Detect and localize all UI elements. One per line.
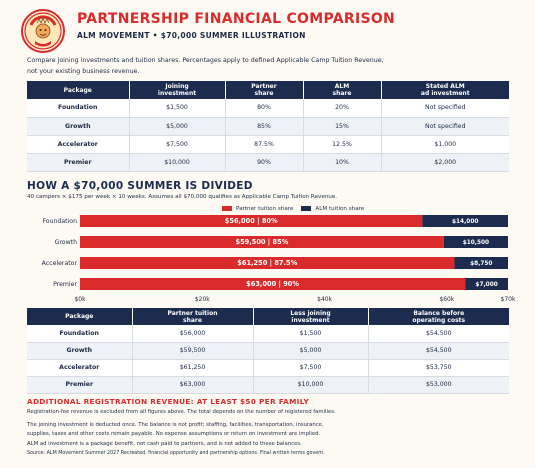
package-comparison-table [27, 81, 509, 172]
legend-item: Partner tuition share [222, 206, 293, 212]
table-cell: $10,000 [129, 153, 225, 171]
category-label: Accelerator [41, 260, 77, 267]
table-row [27, 376, 509, 393]
column-header: Joining investment [129, 81, 225, 99]
table-cell: 15% [303, 117, 381, 135]
table-cell: $53,000 [368, 376, 509, 393]
table-row [27, 153, 509, 171]
table-cell: $59,500 [132, 342, 253, 359]
package-name: Premier [27, 376, 132, 393]
revenue-split-chart [0, 212, 535, 307]
category-label: Foundation [42, 218, 77, 225]
x-tick-label: $0k [74, 296, 86, 303]
additional-revenue-title: ADDITIONAL REGISTRATION REVENUE: AT LEAST $50 PER FAMILY [27, 397, 310, 406]
page-subtitle: ALM MOVEMENT • $70,000 SUMMER ILLUSTRATION [77, 31, 306, 40]
package-name: Foundation [27, 99, 129, 117]
table-row [27, 117, 509, 135]
column-header: Less joining investment [253, 308, 368, 325]
table-cell: $63,000 [132, 376, 253, 393]
table-cell: $7,500 [129, 135, 225, 153]
legend-swatch-alm [301, 206, 311, 211]
section-title: HOW A $70,000 SUMMER IS DIVIDED [27, 180, 253, 192]
legend-swatch-partner [222, 206, 232, 211]
section-note: 40 campers × $175 per week × 10 weeks. Assumes all $70,000 qualifies as Applicable Camp Tuition Revenue. [27, 194, 338, 200]
table-cell: $5,000 [129, 117, 225, 135]
table-cell: $61,250 [132, 359, 253, 376]
x-tick-label: $40k [317, 296, 333, 303]
table-cell: $5,000 [253, 342, 368, 359]
bar-data-label: $7,000 [475, 282, 498, 289]
table-row [27, 325, 509, 342]
x-tick-label: $70k [500, 296, 516, 303]
bar-data-label: $10,500 [462, 240, 490, 247]
table-header-row [27, 308, 509, 325]
table-cell: $2,000 [381, 153, 509, 171]
table-cell: 12.5% [303, 135, 381, 153]
bar-data-label: $8,750 [470, 261, 493, 268]
category-label: Growth [54, 239, 77, 246]
table-cell: $1,500 [129, 99, 225, 117]
x-tick-label: $60k [439, 296, 455, 303]
source-note: Source: ALM Movement Summer 2027 Recreated, financial opportunity and partnership options. Final written terms govern. [27, 451, 325, 456]
intro-line: Compare joining investments and tuition shares. Percentages apply to defined Applicable Camp Tuition Revenue, [27, 57, 384, 64]
table-row [27, 99, 509, 117]
table-cell: 90% [225, 153, 303, 171]
bar-data-label: $56,000 | 80% [224, 217, 278, 226]
table-row [27, 135, 509, 153]
column-header: Package [27, 81, 129, 99]
column-header: Partner tuition share [132, 308, 253, 325]
table-cell: 80% [225, 99, 303, 117]
table-cell: 87.5% [225, 135, 303, 153]
table-cell: $7,500 [253, 359, 368, 376]
column-header: Stated ALM ad investment [381, 81, 509, 99]
table-cell: 85% [225, 117, 303, 135]
column-header: Partner share [225, 81, 303, 99]
package-name: Growth [27, 342, 132, 359]
package-name: Accelerator [27, 359, 132, 376]
table-cell: Not specified [381, 117, 509, 135]
bar-data-label: $14,000 [451, 219, 479, 226]
bar-data-label: $61,250 | 87.5% [237, 259, 298, 268]
intro-text [27, 55, 507, 77]
note-line: The joining investment is deducted once. The balance is not profit; staffing, facilities, transportation, insurance, [27, 422, 324, 428]
note-line: supplies, taxes and other costs remain payable. No expense assumptions or return on investment are implied. [27, 431, 321, 437]
bar-data-label: $59,500 | 85% [235, 238, 289, 247]
table-cell: 10% [303, 153, 381, 171]
package-name: Foundation [27, 325, 132, 342]
table-cell: Not specified [381, 99, 509, 117]
note-line: ALM ad investment is a package benefit, not cash paid to partners, and is not added to these balances. [27, 441, 302, 447]
legend-item: ALM tuition share [301, 206, 364, 212]
package-name: Premier [27, 153, 129, 171]
bar-data-label: $63,000 | 90% [246, 280, 300, 289]
category-label: Premier [53, 281, 77, 288]
table-cell: $54,500 [368, 342, 509, 359]
table-cell: $56,000 [132, 325, 253, 342]
column-header: Balance before operating costs [368, 308, 509, 325]
header [21, 9, 521, 55]
intro-line: not your existing business revenue. [27, 68, 140, 75]
table-cell: 20% [303, 99, 381, 117]
table-cell: $1,000 [381, 135, 509, 153]
table-header-row [27, 81, 509, 99]
table-row [27, 342, 509, 359]
note-line: Registration-fee revenue is excluded from all figures above. The total depends on the number of registered families. [27, 409, 336, 415]
column-header: Package [27, 308, 132, 325]
table-cell: $53,750 [368, 359, 509, 376]
balance-table [27, 308, 509, 394]
table-row [27, 359, 509, 376]
page-title: PARTNERSHIP FINANCIAL COMPARISON [77, 11, 396, 27]
column-header: ALM share [303, 81, 381, 99]
table-cell: $10,000 [253, 376, 368, 393]
package-name: Growth [27, 117, 129, 135]
package-name: Accelerator [27, 135, 129, 153]
table-cell: $54,500 [368, 325, 509, 342]
camp-mascot-logo-icon [21, 9, 65, 53]
table-cell: $1,500 [253, 325, 368, 342]
x-tick-label: $20k [194, 296, 210, 303]
